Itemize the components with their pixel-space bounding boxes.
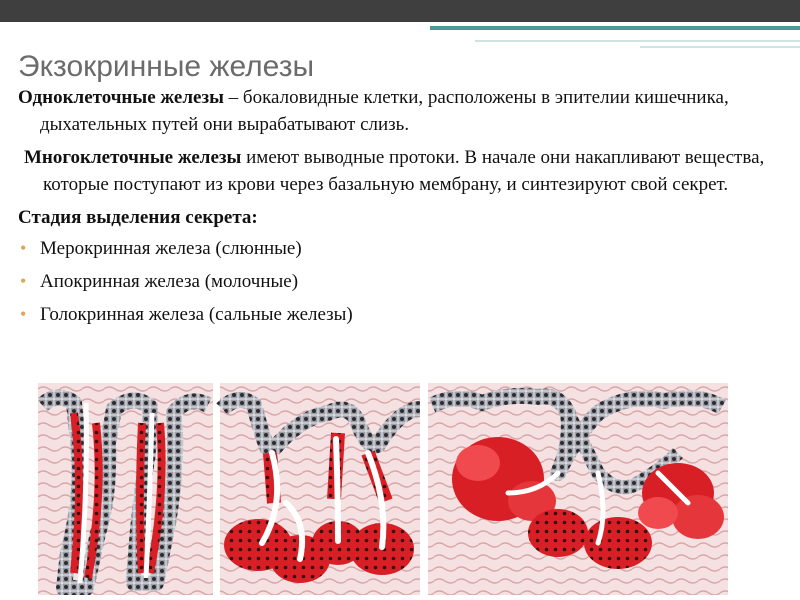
- slide-accent-stripe: [430, 26, 800, 30]
- unicellular-term: Одноклеточные железы: [18, 87, 224, 108]
- slide-top-bar: [0, 0, 800, 22]
- paragraph-unicellular: [18, 84, 788, 138]
- slide-accent-stripe-thin: [475, 40, 800, 42]
- secretion-type-list: [18, 235, 788, 328]
- slide-accent-stripe-thin-2: [640, 46, 800, 48]
- secretion-stage-heading: Стадия выделения секрета:: [18, 207, 258, 228]
- slide-body: [18, 84, 788, 334]
- gland-types-illustration: [38, 383, 728, 595]
- bullet-icon: •: [20, 271, 27, 291]
- merocrine-gland-drawing: [38, 383, 213, 595]
- slide-title: Экзокринные железы: [18, 50, 315, 83]
- apocrine-gland-drawing: [220, 383, 420, 595]
- paragraph-multicellular: [18, 144, 788, 198]
- bullet-icon: •: [20, 238, 27, 258]
- holocrine-gland-drawing: [428, 383, 728, 595]
- list-item-label: Мерокринная железа (слюнные): [40, 238, 302, 259]
- list-item-label: Апокринная железа (молочные): [40, 271, 299, 292]
- multicellular-description: имеют выводные протоки. В начале они накапливают вещества, которые поступают из крови через базальную мембрану, и синтезируют свой секрет.: [43, 147, 765, 195]
- unicellular-description: – бокаловидные клетки, расположены в эпителии кишечника, дыхательных путей они вырабатывают слизь.: [40, 87, 729, 135]
- list-item: [18, 301, 788, 328]
- list-item: [18, 268, 788, 295]
- list-item: [18, 235, 788, 262]
- multicellular-term: Многоклеточные железы: [24, 147, 242, 168]
- list-item-label: Голокринная железа (сальные железы): [40, 304, 353, 325]
- bullet-icon: •: [20, 304, 27, 324]
